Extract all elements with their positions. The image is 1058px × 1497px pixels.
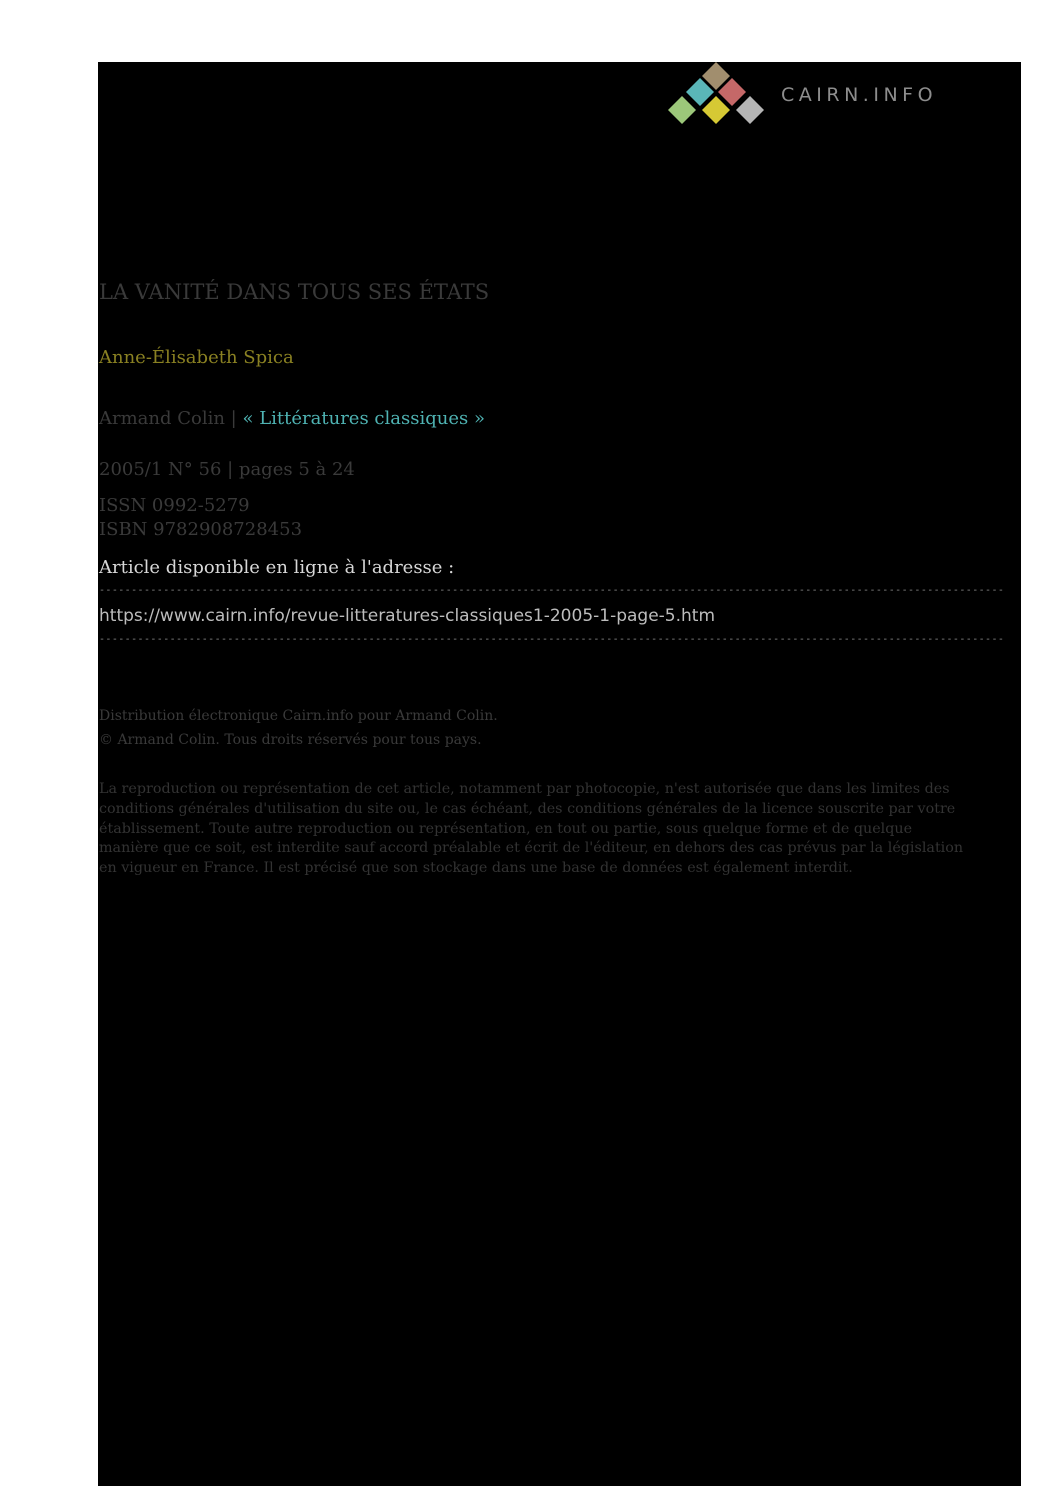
cover-page-panel	[98, 62, 1021, 1486]
publisher-line	[99, 408, 485, 429]
legal-notice: La reproduction ou représentation de cet article, notamment par photocopie, n'est autorisée que dans les limites des conditions générales d'utilisation du site ou, le cas échéant, des conditions générales de la licence souscrite par votre établissement. Toute autre reproduction ou représentation, en tout ou partie, sous quelque forme et de quelque manière que ce soit, est interdite sauf accord préalable et écrit de l'éditeur, en dehors des cas prévus par la législation en vigueur en France. Il est précisé que son stockage dans une base de données est également interdit.	[99, 781, 964, 877]
logo-name-main: CAIRN	[781, 84, 863, 106]
divider-top: ---------------------------------------------------------------------------------------------------------------------------------------------	[99, 585, 1005, 596]
publisher-name: Armand Colin |	[99, 408, 243, 429]
cairn-logo-wordmark	[781, 84, 937, 106]
cairn-logo-icon	[662, 60, 772, 130]
logo-diamond-gray	[736, 96, 764, 124]
isbn: ISBN 9782908728453	[99, 519, 303, 540]
sidebar-download-note: Document téléchargé depuis www.cairn.info - - - 109.210.54.109 - 19/01/2020 20:52 - © Armand Colin	[1000, 755, 1016, 1486]
divider-bottom: ---------------------------------------------------------------------------------------------------------------------------------------------	[99, 634, 1005, 645]
article-title: LA VANITÉ DANS TOUS SES ÉTATS	[99, 280, 490, 304]
series-link[interactable]: « Littératures classiques »	[242, 408, 485, 429]
article-url-link[interactable]: https://www.cairn.info/revue-litteratures-classiques1-2005-1-page-5.htm	[99, 606, 716, 626]
availability-label: Article disponible en ligne à l'adresse :	[99, 557, 455, 578]
logo-name-dot: .	[862, 84, 874, 106]
logo-diamond-green	[668, 96, 696, 124]
distribution-note: Distribution électronique Cairn.info pour Armand Colin.	[99, 708, 498, 724]
article-author-link[interactable]: Anne-Élisabeth Spica	[99, 347, 294, 368]
copyright-note: © Armand Colin. Tous droits réservés pour tous pays.	[99, 732, 482, 748]
logo-name-suffix: INFO	[873, 84, 938, 106]
issn: ISSN 0992-5279	[99, 495, 250, 516]
logo-diamond-yellow	[702, 96, 730, 124]
issue-info: 2005/1 N° 56 | pages 5 à 24	[99, 459, 355, 480]
